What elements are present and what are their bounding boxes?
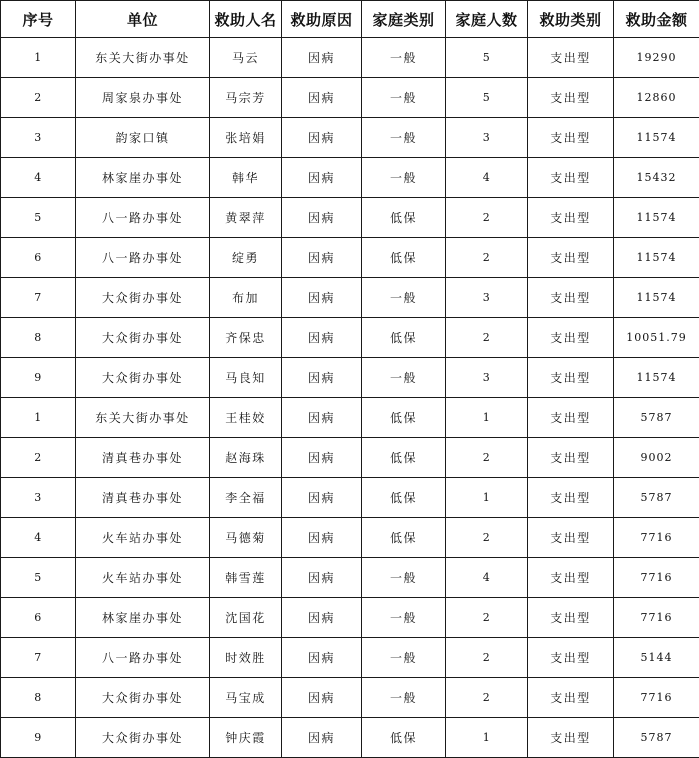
table-body bbox=[1, 38, 699, 758]
amount-cell: 10051.79 bbox=[614, 318, 699, 358]
family-type-cell: 一般 bbox=[362, 78, 446, 118]
recipient-cell: 王桂姣 bbox=[210, 398, 282, 438]
family-size-cell: 5 bbox=[446, 78, 528, 118]
family-type-cell: 一般 bbox=[362, 358, 446, 398]
serial-cell: 4 bbox=[1, 518, 76, 558]
amount-cell: 11574 bbox=[614, 358, 699, 398]
reason-cell: 因病 bbox=[282, 38, 362, 78]
relief-type-cell: 支出型 bbox=[528, 278, 614, 318]
family-type-cell: 低保 bbox=[362, 398, 446, 438]
family-type-cell: 低保 bbox=[362, 518, 446, 558]
unit-cell: 清真巷办事处 bbox=[76, 478, 210, 518]
family-type-cell: 一般 bbox=[362, 38, 446, 78]
header-serial: 序号 bbox=[1, 1, 76, 38]
family-type-cell: 一般 bbox=[362, 678, 446, 718]
table-row bbox=[1, 638, 699, 678]
amount-cell: 5787 bbox=[614, 398, 699, 438]
family-size-cell: 4 bbox=[446, 158, 528, 198]
table-row bbox=[1, 38, 699, 78]
family-type-cell: 低保 bbox=[362, 198, 446, 238]
unit-cell: 火车站办事处 bbox=[76, 558, 210, 598]
table-row bbox=[1, 118, 699, 158]
family-type-cell: 一般 bbox=[362, 158, 446, 198]
family-size-cell: 1 bbox=[446, 478, 528, 518]
relief-type-cell: 支出型 bbox=[528, 118, 614, 158]
reason-cell: 因病 bbox=[282, 638, 362, 678]
recipient-cell: 布加 bbox=[210, 278, 282, 318]
unit-cell: 大众街办事处 bbox=[76, 278, 210, 318]
family-type-cell: 一般 bbox=[362, 278, 446, 318]
recipient-cell: 韩雪莲 bbox=[210, 558, 282, 598]
reason-cell: 因病 bbox=[282, 158, 362, 198]
reason-cell: 因病 bbox=[282, 438, 362, 478]
relief-type-cell: 支出型 bbox=[528, 438, 614, 478]
header-family-size: 家庭人数 bbox=[446, 1, 528, 38]
unit-cell: 林家崖办事处 bbox=[76, 158, 210, 198]
relief-type-cell: 支出型 bbox=[528, 238, 614, 278]
amount-cell: 7716 bbox=[614, 518, 699, 558]
family-size-cell: 2 bbox=[446, 438, 528, 478]
reason-cell: 因病 bbox=[282, 678, 362, 718]
table-row bbox=[1, 678, 699, 718]
unit-cell: 清真巷办事处 bbox=[76, 438, 210, 478]
serial-cell: 8 bbox=[1, 678, 76, 718]
family-size-cell: 3 bbox=[446, 278, 528, 318]
reason-cell: 因病 bbox=[282, 398, 362, 438]
serial-cell: 2 bbox=[1, 438, 76, 478]
table-row bbox=[1, 278, 699, 318]
serial-cell: 5 bbox=[1, 198, 76, 238]
family-size-cell: 3 bbox=[446, 358, 528, 398]
amount-cell: 12860 bbox=[614, 78, 699, 118]
family-size-cell: 5 bbox=[446, 38, 528, 78]
relief-type-cell: 支出型 bbox=[528, 558, 614, 598]
family-type-cell: 一般 bbox=[362, 118, 446, 158]
amount-cell: 11574 bbox=[614, 238, 699, 278]
amount-cell: 7716 bbox=[614, 558, 699, 598]
serial-cell: 4 bbox=[1, 158, 76, 198]
table-row bbox=[1, 718, 699, 758]
serial-cell: 3 bbox=[1, 118, 76, 158]
header-row bbox=[1, 1, 699, 38]
family-size-cell: 4 bbox=[446, 558, 528, 598]
header-amount: 救助金额 bbox=[614, 1, 699, 38]
recipient-cell: 马良知 bbox=[210, 358, 282, 398]
serial-cell: 6 bbox=[1, 238, 76, 278]
table-row bbox=[1, 158, 699, 198]
header-family-type: 家庭类别 bbox=[362, 1, 446, 38]
relief-type-cell: 支出型 bbox=[528, 678, 614, 718]
unit-cell: 大众街办事处 bbox=[76, 318, 210, 358]
recipient-cell: 时效胜 bbox=[210, 638, 282, 678]
header-recipient: 救助人名 bbox=[210, 1, 282, 38]
recipient-cell: 沈国花 bbox=[210, 598, 282, 638]
relief-type-cell: 支出型 bbox=[528, 198, 614, 238]
unit-cell: 林家崖办事处 bbox=[76, 598, 210, 638]
serial-cell: 9 bbox=[1, 358, 76, 398]
recipient-cell: 绽勇 bbox=[210, 238, 282, 278]
recipient-cell: 齐保忠 bbox=[210, 318, 282, 358]
table-row bbox=[1, 478, 699, 518]
unit-cell: 东关大街办事处 bbox=[76, 398, 210, 438]
serial-cell: 3 bbox=[1, 478, 76, 518]
family-size-cell: 2 bbox=[446, 598, 528, 638]
table-row bbox=[1, 238, 699, 278]
serial-cell: 9 bbox=[1, 718, 76, 758]
family-type-cell: 一般 bbox=[362, 558, 446, 598]
header-unit: 单位 bbox=[76, 1, 210, 38]
family-size-cell: 2 bbox=[446, 238, 528, 278]
table-row bbox=[1, 438, 699, 478]
amount-cell: 11574 bbox=[614, 198, 699, 238]
relief-type-cell: 支出型 bbox=[528, 518, 614, 558]
unit-cell: 八一路办事处 bbox=[76, 198, 210, 238]
reason-cell: 因病 bbox=[282, 78, 362, 118]
reason-cell: 因病 bbox=[282, 198, 362, 238]
serial-cell: 7 bbox=[1, 278, 76, 318]
relief-type-cell: 支出型 bbox=[528, 638, 614, 678]
family-size-cell: 3 bbox=[446, 118, 528, 158]
header-relief-type: 救助类别 bbox=[528, 1, 614, 38]
unit-cell: 周家泉办事处 bbox=[76, 78, 210, 118]
relief-type-cell: 支出型 bbox=[528, 478, 614, 518]
amount-cell: 15432 bbox=[614, 158, 699, 198]
recipient-cell: 黄翠萍 bbox=[210, 198, 282, 238]
family-type-cell: 低保 bbox=[362, 718, 446, 758]
table-row bbox=[1, 598, 699, 638]
family-type-cell: 低保 bbox=[362, 318, 446, 358]
reason-cell: 因病 bbox=[282, 518, 362, 558]
relief-type-cell: 支出型 bbox=[528, 718, 614, 758]
relief-type-cell: 支出型 bbox=[528, 78, 614, 118]
recipient-cell: 马宝成 bbox=[210, 678, 282, 718]
reason-cell: 因病 bbox=[282, 478, 362, 518]
reason-cell: 因病 bbox=[282, 358, 362, 398]
family-type-cell: 低保 bbox=[362, 238, 446, 278]
family-size-cell: 2 bbox=[446, 198, 528, 238]
serial-cell: 2 bbox=[1, 78, 76, 118]
recipient-cell: 李全福 bbox=[210, 478, 282, 518]
family-size-cell: 1 bbox=[446, 718, 528, 758]
reason-cell: 因病 bbox=[282, 718, 362, 758]
serial-cell: 7 bbox=[1, 638, 76, 678]
table-row bbox=[1, 78, 699, 118]
amount-cell: 11574 bbox=[614, 118, 699, 158]
family-size-cell: 2 bbox=[446, 678, 528, 718]
relief-type-cell: 支出型 bbox=[528, 358, 614, 398]
serial-cell: 5 bbox=[1, 558, 76, 598]
unit-cell: 大众街办事处 bbox=[76, 718, 210, 758]
recipient-cell: 马德菊 bbox=[210, 518, 282, 558]
recipient-cell: 钟庆霞 bbox=[210, 718, 282, 758]
family-type-cell: 低保 bbox=[362, 438, 446, 478]
table-row bbox=[1, 198, 699, 238]
family-size-cell: 2 bbox=[446, 318, 528, 358]
unit-cell: 大众街办事处 bbox=[76, 358, 210, 398]
amount-cell: 5787 bbox=[614, 718, 699, 758]
reason-cell: 因病 bbox=[282, 118, 362, 158]
amount-cell: 7716 bbox=[614, 598, 699, 638]
family-size-cell: 2 bbox=[446, 638, 528, 678]
family-type-cell: 一般 bbox=[362, 598, 446, 638]
table-row bbox=[1, 558, 699, 598]
family-type-cell: 低保 bbox=[362, 478, 446, 518]
reason-cell: 因病 bbox=[282, 598, 362, 638]
recipient-cell: 马宗芳 bbox=[210, 78, 282, 118]
relief-type-cell: 支出型 bbox=[528, 598, 614, 638]
reason-cell: 因病 bbox=[282, 238, 362, 278]
family-size-cell: 2 bbox=[446, 518, 528, 558]
recipient-cell: 韩华 bbox=[210, 158, 282, 198]
serial-cell: 1 bbox=[1, 38, 76, 78]
family-type-cell: 一般 bbox=[362, 638, 446, 678]
serial-cell: 1 bbox=[1, 398, 76, 438]
amount-cell: 7716 bbox=[614, 678, 699, 718]
serial-cell: 6 bbox=[1, 598, 76, 638]
relief-type-cell: 支出型 bbox=[528, 318, 614, 358]
reason-cell: 因病 bbox=[282, 558, 362, 598]
unit-cell: 大众街办事处 bbox=[76, 678, 210, 718]
amount-cell: 11574 bbox=[614, 278, 699, 318]
unit-cell: 八一路办事处 bbox=[76, 638, 210, 678]
recipient-cell: 张培娟 bbox=[210, 118, 282, 158]
relief-type-cell: 支出型 bbox=[528, 398, 614, 438]
unit-cell: 火车站办事处 bbox=[76, 518, 210, 558]
serial-cell: 8 bbox=[1, 318, 76, 358]
header-reason: 救助原因 bbox=[282, 1, 362, 38]
reason-cell: 因病 bbox=[282, 318, 362, 358]
table-row bbox=[1, 318, 699, 358]
amount-cell: 5787 bbox=[614, 478, 699, 518]
unit-cell: 东关大街办事处 bbox=[76, 38, 210, 78]
table-row bbox=[1, 518, 699, 558]
table-row bbox=[1, 358, 699, 398]
amount-cell: 5144 bbox=[614, 638, 699, 678]
relief-type-cell: 支出型 bbox=[528, 158, 614, 198]
reason-cell: 因病 bbox=[282, 278, 362, 318]
table-row bbox=[1, 398, 699, 438]
family-size-cell: 1 bbox=[446, 398, 528, 438]
amount-cell: 9002 bbox=[614, 438, 699, 478]
recipient-cell: 马云 bbox=[210, 38, 282, 78]
unit-cell: 八一路办事处 bbox=[76, 238, 210, 278]
relief-type-cell: 支出型 bbox=[528, 38, 614, 78]
recipient-cell: 赵海珠 bbox=[210, 438, 282, 478]
amount-cell: 19290 bbox=[614, 38, 699, 78]
unit-cell: 韵家口镇 bbox=[76, 118, 210, 158]
